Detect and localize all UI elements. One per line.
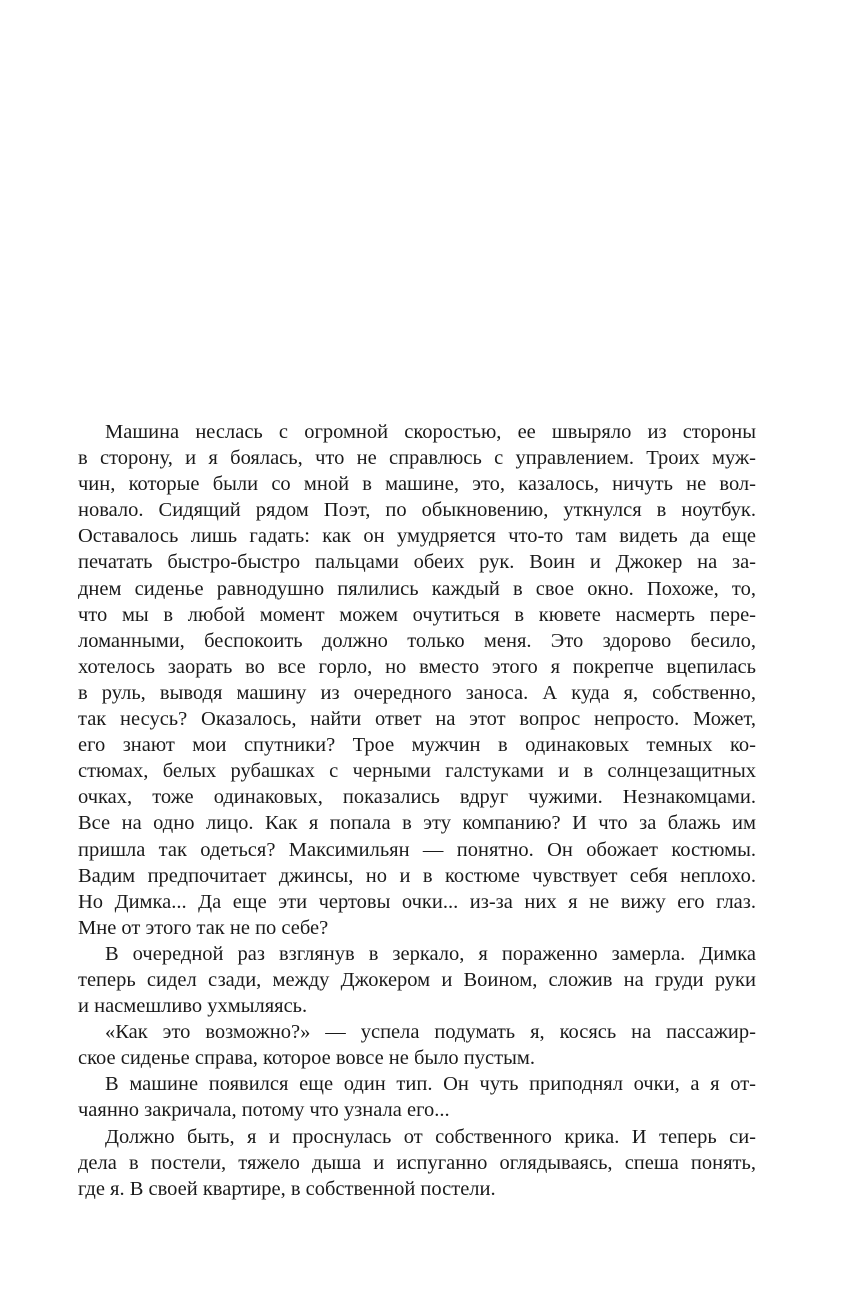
text-line: в руль, выводя машину из очередного заноса. А куда я, собственно, [78, 681, 756, 704]
text-line: Мне от этого так не по себе? [78, 916, 329, 939]
text-line: дела в постели, тяжело дыша и испуганно оглядываясь, спеша понять, [78, 1151, 756, 1174]
text-line: Оставалось лишь гадать: как он умудряется что-то там видеть да еще [78, 525, 756, 548]
paragraph [78, 419, 756, 941]
text-line: и насмешливо ухмыляясь. [78, 995, 308, 1018]
text-line: В очередной раз взглянув в зеркало, я пораженно замерла. Димка [105, 942, 756, 965]
text-line: что мы в любой момент можем очутиться в кювете насмерть пере- [78, 603, 756, 626]
text-line: В машине появился еще один тип. Он чуть приподнял очки, а я от- [105, 1073, 756, 1096]
paragraph [78, 941, 756, 1019]
text-line: так несусь? Оказалось, найти ответ на этот вопрос непросто. Может, [78, 708, 756, 731]
text-line: Вадим предпочитает джинсы, но и в костюме чувствует себя неплохо. [78, 864, 756, 887]
text-line: Но Димка... Да еще эти чертовы очки... из-за них я не вижу его глаз. [78, 890, 756, 913]
text-line: чаянно закричала, потому что узнала его... [78, 1099, 450, 1122]
text-line: Машина неслась с огромной скоростью, ее швыряло из стороны [105, 421, 756, 443]
text-line: новало. Сидящий рядом Поэт, по обыкновению, уткнулся в ноутбук. [78, 499, 756, 522]
text-line: где я. В своей квартире, в собственной постели. [78, 1177, 496, 1200]
paragraph [78, 1019, 756, 1071]
book-page-text [78, 419, 756, 1202]
text-line: Должно быть, я и проснулась от собственного крика. И теперь си- [105, 1125, 756, 1148]
paragraph [78, 1071, 756, 1123]
text-line: в сторону, и я боялась, что не справлюсь с управлением. Троих муж- [78, 447, 756, 470]
text-line: чин, которые были со мной в машине, это, казалось, ничуть не вол- [78, 473, 756, 496]
text-line: Все на одно лицо. Как я попала в эту компанию? И что за блажь им [78, 812, 756, 835]
paragraph [78, 1124, 756, 1202]
text-line: «Как это возможно?» — успела подумать я, косясь на пассажир- [105, 1021, 756, 1044]
text-line: его знают мои спутники? Трое мужчин в одинаковых темных ко- [78, 734, 756, 757]
text-line: днем сиденье равнодушно пялились каждый в свое окно. Похоже, то, [78, 577, 756, 600]
text-line: пришла так одеться? Максимильян — понятно. Он обожает костюмы. [78, 838, 756, 861]
text-line: очках, тоже одинаковых, показались вдруг чужими. Незнакомцами. [78, 786, 756, 809]
text-line: печатать быстро-быстро пальцами обеих рук. Воин и Джокер на за- [78, 551, 756, 574]
text-line: ское сиденье справа, которое вовсе не было пустым. [78, 1047, 535, 1070]
text-line: стюмах, белых рубашках с черными галстуками и в солнцезащитных [78, 760, 756, 783]
text-line: ломанными, беспокоить должно только меня. Это здорово бесило, [78, 629, 756, 652]
text-line: хотелось заорать во все горло, но вместо этого я покрепче вцепилась [78, 655, 756, 678]
text-line: теперь сидел сзади, между Джокером и Воином, сложив на груди руки [78, 968, 756, 991]
